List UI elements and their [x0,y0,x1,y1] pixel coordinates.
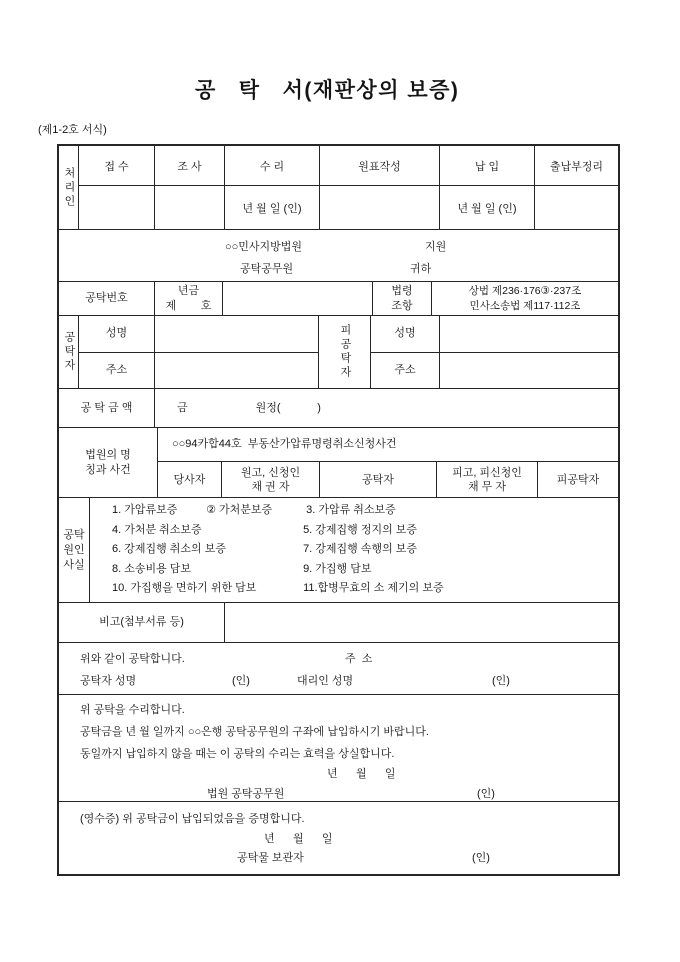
processing-col-review [155,146,225,229]
declaration-statement: 위와 같이 공탁합니다. [80,653,185,665]
acceptance-seal: (인) [477,788,495,800]
deposit-number-blank-cell [155,282,223,315]
processing-col-ledger [320,146,440,229]
handler-label: 처리인 [63,166,75,209]
party-header-cell [158,462,222,497]
processing-header-acceptance: 수 리 [225,146,319,186]
declaration-address-label: 주 소 [345,653,373,665]
case-name: ○○94카합44호 부동산가압류명령취소신청사건 [172,438,397,450]
processing-col-payment [440,146,535,229]
processing-col-acceptance [225,146,320,229]
court-name: ○○민사지방법원 [225,241,303,253]
cause-label-line3: 사실 [63,558,85,571]
statute-cell [432,282,618,315]
plaintiff-line1: 원고, 신청인 [240,466,301,479]
declaration-agent-name-label: 대리인 성명 [297,675,354,687]
plaintiff-line2: 채 권 자 [251,480,290,493]
cause-item-1: 1. 가압류보증 [112,504,178,517]
acceptance-date: 년 월 일 [327,768,396,780]
statute-label-line1: 법령 [391,284,413,297]
depositee-name-value-cell [440,316,618,352]
processing-value-payment: 년 월 일 (인) [457,202,517,215]
defendant-line2: 채 무 자 [468,480,506,493]
cause-label-cell [59,498,90,602]
amount-section [59,389,618,428]
depositee-name-label-cell [371,316,440,352]
amount-label-cell [59,389,155,427]
cause-row-1 [90,501,396,521]
depositor-col-cell [320,462,437,497]
declaration-depositor-name-label: 공탁자 성명 [80,675,137,687]
cause-item-4: 4. 가처분 취소보증 [112,523,202,536]
deposit-number-section [59,282,618,316]
depositor-col: 공탁자 [362,473,394,486]
acceptance-line1: 위 공탁을 수리합니다. [80,704,185,716]
case-section [59,428,618,498]
handler-vertical-label-cell [59,146,79,229]
cause-item-3: 3. 가압류 취소보증 [306,504,396,517]
processing-value-acceptance: 년 월 일 (인) [242,202,302,215]
receipt-seal: (인) [472,852,490,864]
cause-label-line2: 원인 [63,543,85,556]
depositor-label: 공탁자 [63,331,75,373]
depositee-col-cell [538,462,618,497]
receipt-section [59,802,618,874]
depositee-name-label: 성명 [394,327,416,340]
depositor-address-value-cell [155,353,318,389]
cause-item-2-selected: ② 가처분보증 [206,504,273,517]
depositee-address-label-cell [371,353,440,389]
acceptance-line3: 동일까지 납입하지 않을 때는 이 공탁의 수리는 효력을 상실합니다. [80,748,395,760]
depositor-vertical-label-cell [59,316,79,388]
cause-item-8: 8. 소송비용 담보 [112,562,192,575]
processing-value-ledger [320,186,439,229]
acceptance-section [59,695,618,802]
cause-row-4 [90,560,371,580]
court-header-section [59,230,618,282]
depositor-fields [79,316,319,388]
declaration-seal-2: (인) [492,675,510,687]
remarks-section [59,603,618,643]
depositee-col: 피공탁자 [556,473,600,486]
remarks-value-cell [225,603,618,642]
processing-value-review [155,186,224,229]
statute-line1: 상법 제236·176③·237조 [468,284,582,297]
amount-label: 공 탁 금 액 [80,401,133,414]
cause-section [59,498,618,603]
cause-row-3 [90,540,417,560]
case-name-cell [158,428,618,461]
deposit-number-entry-cell [223,282,373,315]
plaintiff-cell [222,462,320,497]
cause-item-11: 11.합병무효의 소 제기의 보증 [303,582,444,595]
processing-header-review: 조 사 [155,146,224,186]
cause-row-5 [90,579,444,599]
cause-row-2 [90,521,417,541]
cause-item-6: 6. 강제집행 취소의 보증 [112,543,226,556]
case-detail [158,428,618,497]
remarks-label-cell [59,603,225,642]
defendant-line1: 피고, 피신청인 [452,466,522,479]
depositor-name-label: 성명 [105,327,128,340]
deposit-number-year: 년금 [177,284,200,297]
deposit-officer: 공탁공무원 [240,263,294,275]
depositee-label: 피공탁자 [339,324,351,380]
statute-line2: 민사소송법 제117·112조 [469,299,581,312]
processing-col-receipt [79,146,155,229]
depositee-fields [371,316,618,388]
deposit-number-je-ho: 제 호 [165,299,212,312]
processing-col-cashbook [535,146,618,229]
receipt-custodian: 공탁물 보관자 [237,852,304,864]
cause-item-10: 10. 가집행을 면하기 위한 담보 [112,582,257,595]
processing-section [59,146,618,230]
processing-header-ledger: 원표작성 [320,146,439,186]
statute-label-line2: 조항 [391,299,413,312]
case-label-line1: 법원의 명 [85,448,131,461]
processing-header-cashbook: 출납부정리 [535,146,618,186]
cause-item-9: 9. 가집행 담보 [303,562,372,575]
deposit-number-label: 공탁번호 [85,292,128,304]
depositor-name-value-cell [155,316,318,352]
honorific: 귀하 [410,263,432,275]
acceptance-officer: 법원 공탁공무원 [207,788,285,800]
deposit-number-label-cell [59,282,155,315]
cause-item-7: 7. 강제집행 속행의 보증 [303,543,418,556]
case-label-line2: 칭과 사건 [85,463,131,476]
cause-item-5: 5. 강제집행 정지의 보증 [303,523,418,536]
processing-value-receipt [79,186,154,229]
deposit-form-table [57,144,620,876]
amount-prefix: 금 [177,401,188,414]
declaration-section [59,643,618,695]
depositor-address-label: 주소 [105,363,128,376]
parties-section [59,316,618,389]
case-label-cell [59,428,158,497]
acceptance-line2: 공탁금을 년 월 일까지 ○○은행 공탁공무원의 구좌에 납입하시기 바랍니다. [80,726,429,738]
processing-header-payment: 납 입 [440,146,534,186]
remarks-label: 비고(첨부서류 등) [99,616,184,628]
depositor-address-label-cell [79,353,155,389]
amount-suffix: 원정( ) [255,401,321,414]
depositee-address-label: 주소 [394,363,416,376]
cause-label-line1: 공탁 [63,528,85,541]
defendant-cell [437,462,538,497]
statute-label-cell [373,282,432,315]
declaration-seal-1: (인) [232,675,250,687]
form-number: (제1-2호 서식) [38,124,107,136]
court-branch: 지원 [425,241,447,253]
receipt-statement: (영수증) 위 공탁금이 납입되었음을 증명합니다. [80,813,305,825]
cause-list [90,498,618,602]
processing-value-cashbook [535,186,618,229]
receipt-date: 년 월 일 [264,833,333,845]
depositee-vertical-label-cell [319,316,371,388]
depositor-name-label-cell [79,316,155,352]
depositee-address-value-cell [440,353,618,389]
party-header: 당사자 [173,473,206,486]
processing-header-receipt: 접 수 [79,146,154,186]
amount-value-cell [155,389,618,427]
form-title: 공 탁 서(재판상의 보증) [195,79,460,102]
